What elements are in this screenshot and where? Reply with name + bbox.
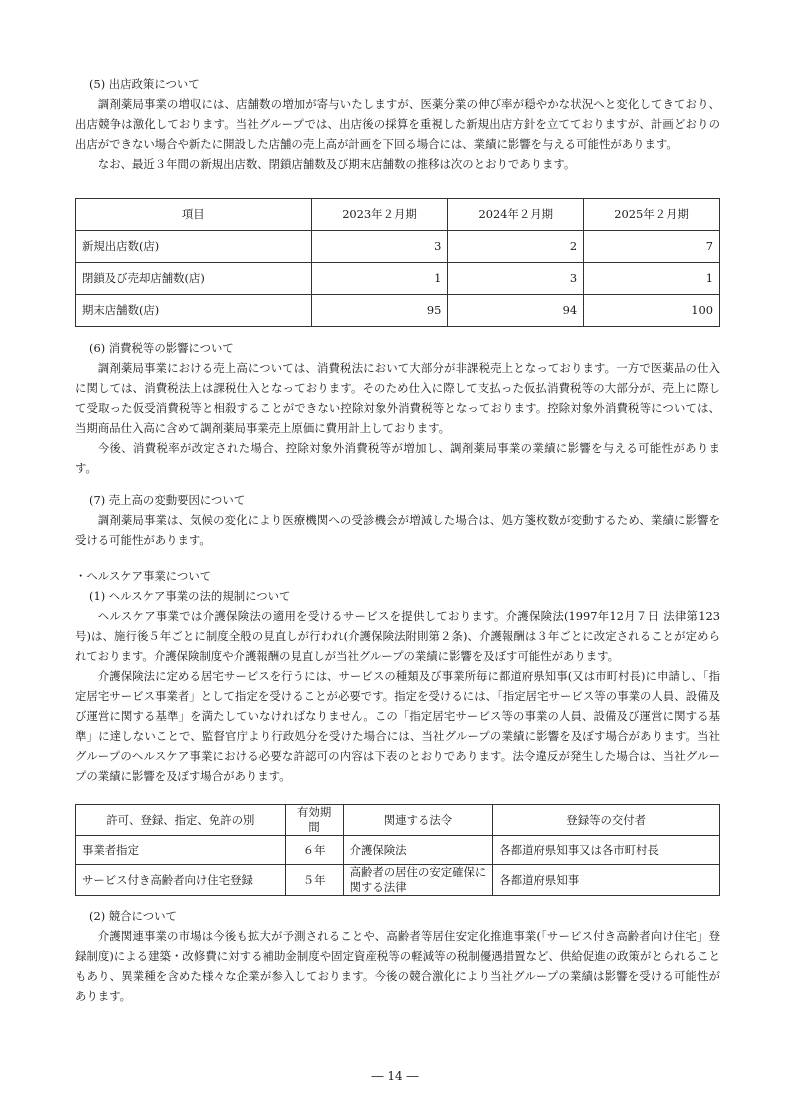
table-cell: 新規出店数(店) bbox=[76, 231, 312, 263]
paragraph: 調剤薬局事業は、気候の変化により医療機関への受診機会が増減した場合は、処方箋枚数が変動するため、業績に影響を受ける可能性があります。 bbox=[75, 513, 720, 547]
store-count-table-wrap bbox=[75, 198, 720, 327]
table-cell: 3 bbox=[448, 263, 584, 295]
table-cell: 1 bbox=[584, 263, 720, 295]
table-row bbox=[76, 295, 720, 327]
paragraph: 今後、消費税率が改定された場合、控除対象外消費税等が増加し、調剤薬局事業の業績に影響を与える可能性があります。 bbox=[75, 441, 720, 475]
section-sales-variation bbox=[75, 490, 720, 550]
table-cell: ５年 bbox=[285, 865, 343, 896]
table-cell: 100 bbox=[584, 295, 720, 327]
table-cell: 3 bbox=[311, 231, 448, 263]
table-row bbox=[76, 836, 720, 865]
table-cell: 高齢者の居住の安定確保に関する法律 bbox=[343, 865, 493, 896]
table-cell: 2 bbox=[448, 231, 584, 263]
table-cell: 閉鎖及び売却店舗数(店) bbox=[76, 263, 312, 295]
page-number: ― 14 ― bbox=[371, 1069, 419, 1083]
paragraph: なお、最近３年間の新規出店数、閉鎖店舗数及び期末店舗数の推移は次のとおりであります。 bbox=[97, 157, 576, 171]
table-cell: 各都道府県知事又は各市町村長 bbox=[493, 836, 720, 865]
section-heading: (2) 競合について bbox=[89, 909, 177, 923]
paragraph: ヘルスケア事業では介護保険法の適用を受けるサービスを提供しております。介護保険法(1997年12月７日 法律第123号)は、施行後５年ごとに制度全般の見直しが行われ(介護保険法附則第２条)、介護報酬は３年ごとに改定されることが定められております。介護保険制度や介護報酬の見直しが当社グループの業績に影響を及ぼす可能性があります。 bbox=[75, 609, 720, 663]
paragraph: 調剤薬局事業の増収には、店舗数の増加が寄与いたしますが、医薬分業の伸び率が穏やかな状況へと変化してきており、出店競争は激化しております。当社グループでは、出店後の採算を重視した新規出店方針を立てておりますが、計画どおりの出店ができない場合や新たに開設した店舗の売上高が計画を下回る場合には、業績に影響を与える可能性があります。 bbox=[75, 97, 720, 151]
permit-table-wrap bbox=[75, 804, 720, 896]
table-cell: 介護保険法 bbox=[343, 836, 493, 865]
table-header-cell: 有効期間 bbox=[285, 805, 343, 836]
section-heading: (7) 売上高の変動要因について bbox=[89, 493, 246, 507]
paragraph: 介護関連事業の市場は今後も拡大が予測されることや、高齢者等居住安定化推進事業(「サービス付き高齢者向け住宅」登録制度)による建築・改修費に対する補助金制度や固定資産税等の軽減等の税制優遇措置など、供給促進の政策がとられることもあり、異業種を含めた様々な企業が参入しております。今後の競合激化により当社グループの業績は影響を受ける可能性があります。 bbox=[75, 929, 720, 1003]
table-cell: 7 bbox=[584, 231, 720, 263]
permit-table bbox=[75, 804, 720, 896]
table-cell: 期末店舗数(店) bbox=[76, 295, 312, 327]
section-heading: (1) ヘルスケア事業の法的規制について bbox=[89, 589, 291, 603]
table-header-cell: 許可、登録、指定、免許の別 bbox=[76, 805, 286, 836]
paragraph: 調剤薬局事業における売上高については、消費税法において大部分が非課税売上となっております。一方で医薬品の仕入に関しては、消費税法上は課税仕入となっております。そのため仕入に際して支払った仮払消費税等の大部分が、売上に際して受取った仮受消費税等と相殺することができない控除対象外消費税等となっております。控除対象外消費税等については、当期商品仕入高に含めて調剤薬局事業売上原価に費用計上しております。 bbox=[75, 361, 720, 435]
table-row bbox=[76, 231, 720, 263]
table-header-cell: 2023年２月期 bbox=[311, 199, 448, 231]
table-header-cell: 2025年２月期 bbox=[584, 199, 720, 231]
table-cell: 94 bbox=[448, 295, 584, 327]
paragraph: 介護保険法に定める居宅サービスを行うには、サービスの種類及び事業所毎に都道府県知事(又は市町村長)に申請し、「指定居宅サービス事業者」として指定を受けることが必要です。指定を受けるには、「指定居宅サービス等の事業の人員、設備及び運営に関する基準」を満たしていなければなりません。この「指定居宅サービス等の事業の人員、設備及び運営に関する基準」に達しないことで、監督官庁より行政処分を受けた場合には、当社グループの業績に影響を及ぼす場合があります。当社グループのヘルスケア事業における必要な許認可の内容は下表のとおりであります。法令違反が発生した場合は、当社グループの業績に影響を及ぼす場合があります。 bbox=[75, 669, 720, 783]
store-count-table bbox=[75, 198, 720, 327]
table-row bbox=[76, 865, 720, 896]
section-heading: (5) 出店政策について bbox=[89, 77, 200, 91]
table-header-cell: 2024年２月期 bbox=[448, 199, 584, 231]
table-header-cell: 登録等の交付者 bbox=[493, 805, 720, 836]
table-cell: ６年 bbox=[285, 836, 343, 865]
table-cell: 各都道府県知事 bbox=[493, 865, 720, 896]
section-healthcare bbox=[75, 566, 720, 786]
table-cell: 1 bbox=[311, 263, 448, 295]
table-header-cell: 関連する法令 bbox=[343, 805, 493, 836]
section-competition bbox=[75, 906, 720, 1006]
section-title: ・ヘルスケア事業について bbox=[75, 569, 212, 583]
table-cell: サービス付き高齢者向け住宅登録 bbox=[76, 865, 286, 896]
table-header-row bbox=[76, 199, 720, 231]
section-consumption-tax bbox=[75, 338, 720, 478]
table-cell: 事業者指定 bbox=[76, 836, 286, 865]
table-cell: 95 bbox=[311, 295, 448, 327]
table-header-cell: 項目 bbox=[76, 199, 312, 231]
table-header-row bbox=[76, 805, 720, 836]
table-row bbox=[76, 263, 720, 295]
section-heading: (6) 消費税等の影響について bbox=[89, 341, 234, 355]
section-store-policy bbox=[75, 74, 720, 174]
